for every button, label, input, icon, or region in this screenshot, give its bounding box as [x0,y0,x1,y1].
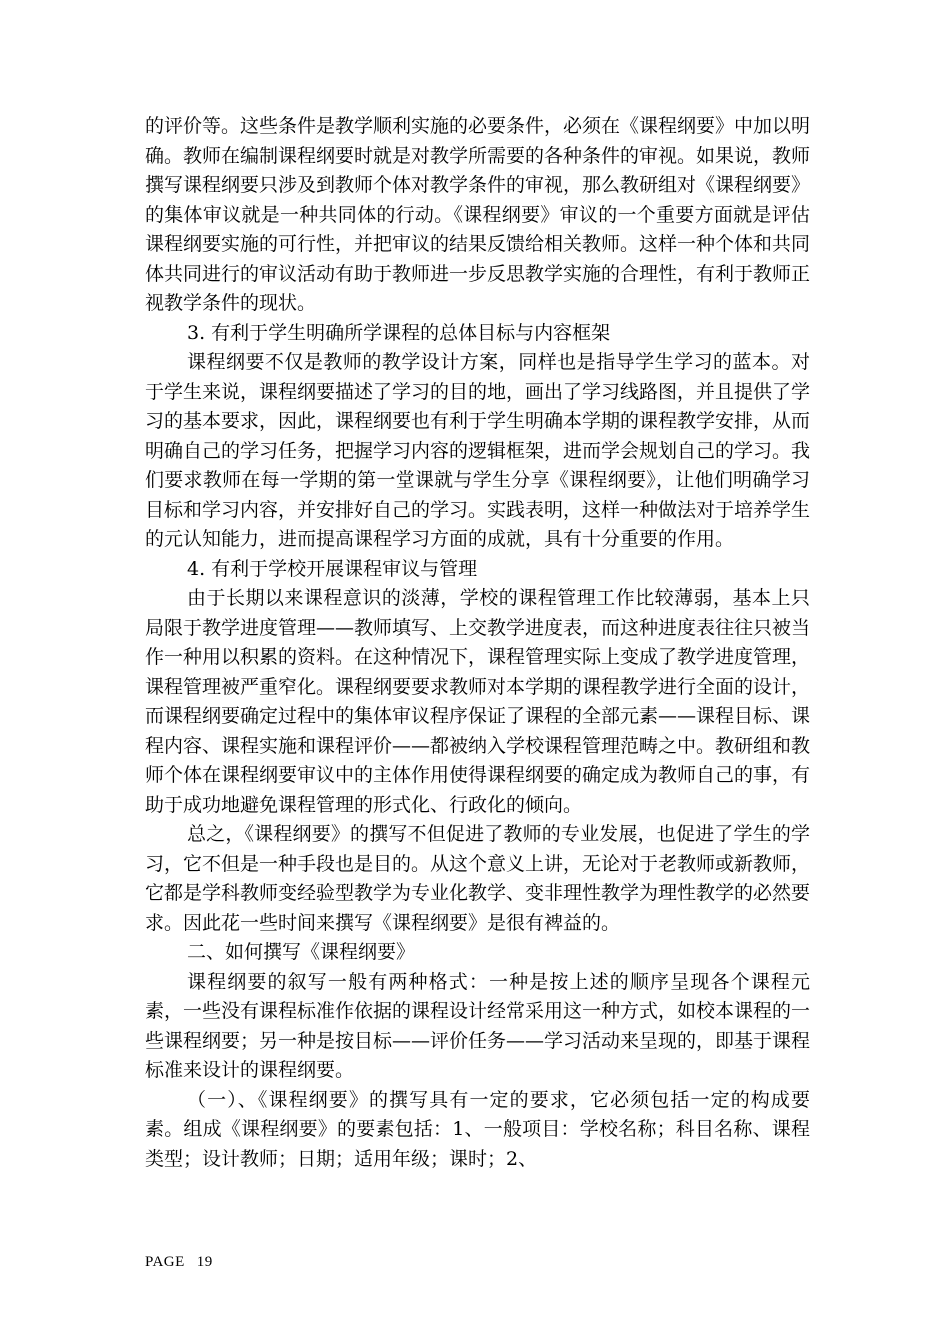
footer-page-number: 19 [196,1254,213,1270]
heading-4: 4. 有利于学校开展课程审议与管理 [187,557,478,580]
paragraph-6: （一）、《课程纲要》的撰写具有一定的要求，它必须包括一定的构成要素。组成《课程纲要》的要素包括：1、一般项目：学校名称；科目名称、课程类型；设计教师；日期；适用年级；课时；2、 [145,1088,810,1170]
page-footer [145,1254,213,1271]
paragraph-5: 课程纲要的叙写一般有两种格式：一种是按上述的顺序呈现各个课程元素，一些没有课程标准作依据的课程设计经常采用这一种方式，如校本课程的一些课程纲要；另一种是按目标——评价任务——学习活动来呈现的，即基于课程标准来设计的课程纲要。 [145,970,811,1081]
section-heading-2: 二、如何撰写《课程纲要》 [187,941,416,963]
paragraph-3: 由于长期以来课程意识的淡薄，学校的课程管理工作比较薄弱，基本上只局限于教学进度管理——教师填写、上交教学进度表，而这种进度表往往只被当作一种用以积累的资料。在这种情况下，课程管理实际上变成了教学进度管理，课程管理被严重窄化。课程纲要要求教师对本学期的课程教学进行全面的设计，而课程纲要确定过程中的集体审议程序保证了课程的全部元素——课程目标、课程内容、课程实施和课程评价——都被纳入学校课程管理范畴之中。教研组和教师个体在课程纲要审议中的主体作用使得课程纲要的确定成为教师自己的事，有助于成功地避免课程管理的形式化、行政化的倾向。 [145,587,811,816]
heading-3: 3. 有利于学生明确所学课程的总体目标与内容框架 [187,321,611,344]
paragraph-1: 的评价等。这些条件是教学顺利实施的必要条件，必须在《课程纲要》中加以明确。教师在编制课程纲要时就是对教学所需要的各种条件的审视。如果说，教师撰写课程纲要只涉及到教师个体对教学条件的审视，那么教研组对《课程纲要》的集体审议就是一种共同体的行动。《课程纲要》审议的一个重要方面就是评估课程纲要实施的可行性，并把审议的结果反馈给相关教师。这样一种个体和共同体共同进行的审议活动有助于教师进一步反思教学实施的合理性，有利于教师正视教学条件的现状。 [145,115,811,314]
footer-page-label: PAGE [145,1254,185,1270]
paragraph-4: 总之，《课程纲要》的撰写不但促进了教师的专业发展，也促进了学生的学习，它不但是一种手段也是目的。从这个意义上讲，无论对于老教师或新教师，它都是学科教师变经验型教学为专业化教学、变非理性教学为理性教学的必然要求。因此花一些时间来撰写《课程纲要》是很有裨益的。 [145,823,811,934]
body-text [145,112,810,1174]
paragraph-2: 课程纲要不仅是教师的教学设计方案，同样也是指导学生学习的蓝本。对于学生来说，课程纲要描述了学习的目的地，画出了学习线路图，并且提供了学习的基本要求，因此，课程纲要也有利于学生明确本学期的课程教学安排，从而明确自己的学习任务，把握学习内容的逻辑框架，进而学会规划自己的学习。我们要求教师在每一学期的第一堂课就与学生分享《课程纲要》，让他们明确学习目标和学习内容，并安排好自己的学习。实践表明，这样一种做法对于培养学生的元认知能力，进而提高课程学习方面的成就，具有十分重要的作用。 [145,351,811,550]
